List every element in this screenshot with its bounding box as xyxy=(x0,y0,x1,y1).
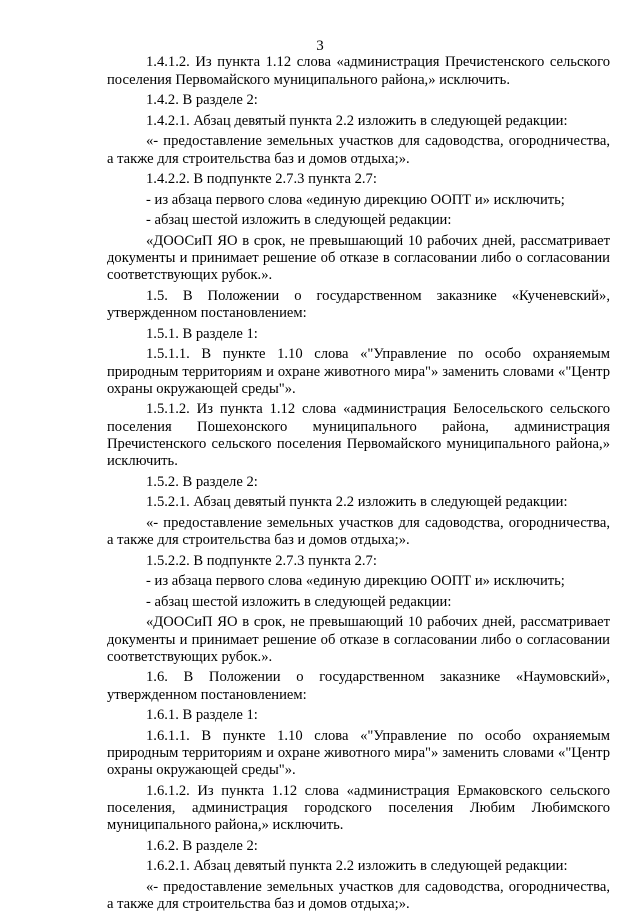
paragraph-1-5-2-1: 1.5.2.1. Абзац девятый пункта 2.2 изложить в следующей редакции: xyxy=(146,494,568,511)
paragraph-exclude-directorate: - из абзаца первого слова «единую дирекцию ООПТ и» исключить; xyxy=(146,191,565,208)
paragraph-1-6-2: 1.6.2. В разделе 2: xyxy=(146,837,258,854)
paragraph-sixth-abzac: - абзац шестой изложить в следующей редакции: xyxy=(146,212,452,229)
page-number: 3 xyxy=(316,38,324,54)
paragraph-quote-doosip: «ДООСиП ЯО в срок, не превышающий 10 рабочих дней, рассматривает документы и принимает решение об отказе в согласовании либо о согласовании соответствующих рубок.». xyxy=(107,614,610,665)
paragraph-1-5-1-2: 1.5.1.2. Из пункта 1.12 слова «администрация Белосельского сельского поселения Пошехонского муниципального района, администрация Пречистенского сельского поселения Первомайского муниципального района,» исключить. xyxy=(107,401,610,469)
paragraph-1-6: 1.6. В Положении о государственном заказнике «Наумовский», утвержденном постановлением: xyxy=(107,669,610,703)
paragraph-1-4-1-2: 1.4.1.2. Из пункта 1.12 слова «администрация Пречистенского сельского поселения Первомайского муниципального района,» исключить. xyxy=(107,54,610,88)
paragraph-1-4-2-2: 1.4.2.2. В подпункте 2.7.3 пункта 2.7: xyxy=(146,171,377,188)
paragraph-quote-doosip: «ДООСиП ЯО в срок, не превышающий 10 рабочих дней, рассматривает документы и принимает решение об отказе в согласовании либо о согласовании соответствующих рубок.». xyxy=(107,232,610,284)
paragraph-1-4-2: 1.4.2. В разделе 2: xyxy=(146,92,258,109)
paragraph-quote-land-plots: «- предоставление земельных участков для садоводства, огородничества, а также для строительства баз и домов отдыха;». xyxy=(107,133,610,167)
paragraph-quote-land-plots: «- предоставление земельных участков для садоводства, огородничества, а также для строительства баз и домов отдыха;». xyxy=(107,514,610,548)
paragraph-1-4-2-1: 1.4.2.1. Абзац девятый пункта 2.2 изложить в следующей редакции: xyxy=(146,112,568,129)
paragraph-1-6-1-2: 1.6.1.2. Из пункта 1.12 слова «администрация Ермаковского сельского поселения, администрация городского поселения Любим Любимского муниципального района,» исключить. xyxy=(107,782,610,834)
paragraph-1-5-1: 1.5.1. В разделе 1: xyxy=(146,325,258,342)
paragraph-1-6-2-1: 1.6.2.1. Абзац девятый пункта 2.2 изложить в следующей редакции: xyxy=(146,858,568,875)
paragraph-exclude-directorate: - из абзаца первого слова «единую дирекцию ООПТ и» исключить; xyxy=(146,573,565,590)
paragraph-1-6-1: 1.6.1. В разделе 1: xyxy=(146,707,258,724)
paragraph-1-6-1-1: 1.6.1.1. В пункте 1.10 слова «"Управление по особо охраняемым природным территориям и охране животного мира"» заменить словами «"Центр охраны окружающей среды"». xyxy=(107,727,610,779)
paragraph-1-5-2: 1.5.2. В разделе 2: xyxy=(146,473,258,490)
paragraph-quote-land-plots: «- предоставление земельных участков для садоводства, огородничества, а также для строительства баз и домов отдыха;». xyxy=(107,878,610,913)
document-body xyxy=(107,51,610,913)
paragraph-1-5-1-1: 1.5.1.1. В пункте 1.10 слова «"Управление по особо охраняемым природным территориям и охране животного мира"» заменить словами «"Центр охраны окружающей среды"». xyxy=(107,346,610,397)
paragraph-sixth-abzac: - абзац шестой изложить в следующей редакции: xyxy=(146,593,452,610)
paragraph-1-5-2-2: 1.5.2.2. В подпункте 2.7.3 пункта 2.7: xyxy=(146,552,377,569)
paragraph-1-5: 1.5. В Положении о государственном заказнике «Кученевский», утвержденном постановлением: xyxy=(107,287,610,322)
